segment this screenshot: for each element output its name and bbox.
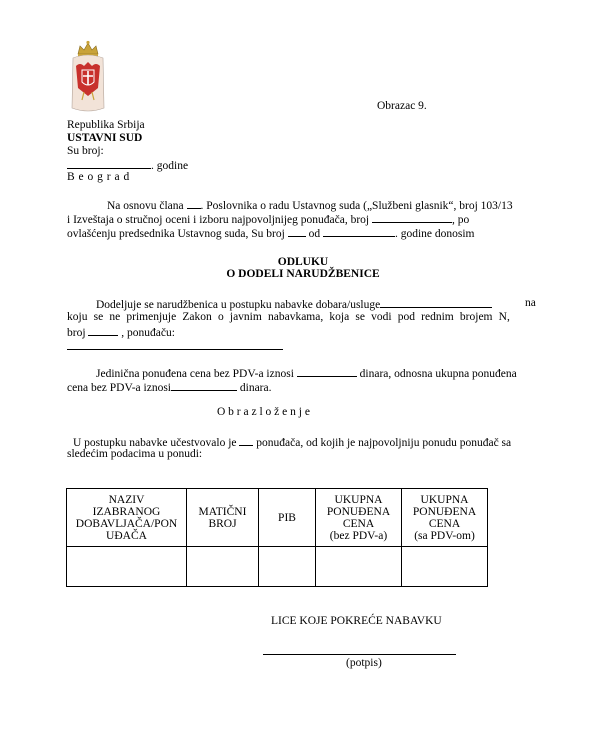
date-line: . godine bbox=[67, 158, 188, 173]
decision-line-1-end: na bbox=[525, 297, 536, 309]
country-name: Republika Srbija bbox=[67, 119, 145, 131]
reasoning-line-2: sledećim podacima u ponudi: bbox=[67, 448, 203, 460]
price-line-2: cena bez PDV-a iznosi dinara. bbox=[67, 382, 272, 394]
table-row bbox=[67, 547, 488, 587]
header-pib: PIB bbox=[259, 489, 316, 547]
cell-total-without-vat[interactable] bbox=[316, 547, 402, 587]
coat-of-arms-icon bbox=[70, 40, 106, 114]
decision-line-3: broj , ponuđaču: bbox=[67, 327, 175, 339]
su-date-blank[interactable] bbox=[323, 226, 395, 237]
signature-caption: (potpis) bbox=[346, 657, 382, 669]
unit-price-blank[interactable] bbox=[297, 366, 357, 377]
reasoning-title: O b r a z l o ž e n j e bbox=[217, 406, 310, 418]
price-line-1: Jedinična ponuđena cena bez PDV-a iznosi dinara, odnosna ukupna ponuđena bbox=[96, 368, 517, 380]
table-header-row bbox=[67, 489, 488, 547]
form-number: Obrazac 9. bbox=[377, 100, 427, 112]
header-total-with-vat: UKUPNA PONUĐENA CENA (sa PDV-om) bbox=[402, 489, 488, 547]
date-blank[interactable] bbox=[67, 158, 151, 169]
intro-line-3: ovlašćenju predsednika Ustavnog suda, Su broj od . godine donosim bbox=[67, 228, 475, 240]
bidder-table bbox=[66, 488, 488, 587]
su-number-blank[interactable] bbox=[288, 226, 306, 237]
city-name: B e o g r a d bbox=[67, 171, 130, 183]
cell-pib[interactable] bbox=[259, 547, 316, 587]
total-price-blank[interactable] bbox=[171, 380, 237, 391]
decision-line-2: koju se ne primenjuje Zakon o javnim nabavkama, koja se vodi pod rednim brojem N, bbox=[67, 311, 510, 323]
bidder-name-blank[interactable] bbox=[67, 339, 283, 350]
institution-name: USTAVNI SUD bbox=[67, 132, 143, 144]
document-title: ODLUKU bbox=[277, 256, 329, 268]
signature-label: LICE KOJE POKREĆE NABAVKU bbox=[271, 615, 442, 627]
cell-bidder-name[interactable] bbox=[67, 547, 187, 587]
article-blank[interactable] bbox=[187, 198, 201, 209]
intro-line-1: Na osnovu člana . Poslovnika o radu Ustavnog suda („Službeni glasnik“, broj 103/13 bbox=[107, 200, 513, 212]
decision-line-1: Dodeljuje se narudžbenica u postupku nabavke dobara/usluge bbox=[96, 297, 492, 312]
bidders-count-blank[interactable] bbox=[239, 435, 253, 446]
cell-registration-number[interactable] bbox=[187, 547, 259, 587]
document-subtitle: O DODELI NARUDŽBENICE bbox=[226, 268, 380, 280]
case-number-label: Su broj: bbox=[67, 145, 104, 157]
goods-services-blank[interactable] bbox=[380, 297, 492, 308]
decision-number-blank[interactable] bbox=[88, 325, 118, 336]
header-registration-number: MATIČNI BROJ bbox=[187, 489, 259, 547]
header-bidder-name: NAZIV IZABRANOG DOBAVLJAČA/PON UĐAČA bbox=[67, 489, 187, 547]
header-total-without-vat: UKUPNA PONUĐENA CENA (bez PDV-a) bbox=[316, 489, 402, 547]
signature-line[interactable] bbox=[263, 654, 456, 655]
cell-total-with-vat[interactable] bbox=[402, 547, 488, 587]
intro-line-2: i Izveštaja o stručnoj oceni i izboru najpovoljnijeg ponuđača, broj , po bbox=[67, 214, 470, 226]
report-number-blank[interactable] bbox=[372, 212, 452, 223]
reasoning-line-1: U postupku nabavke učestvovalo je ponuđača, od kojih je najpovoljniju ponudu ponuđač sa bbox=[73, 437, 512, 449]
